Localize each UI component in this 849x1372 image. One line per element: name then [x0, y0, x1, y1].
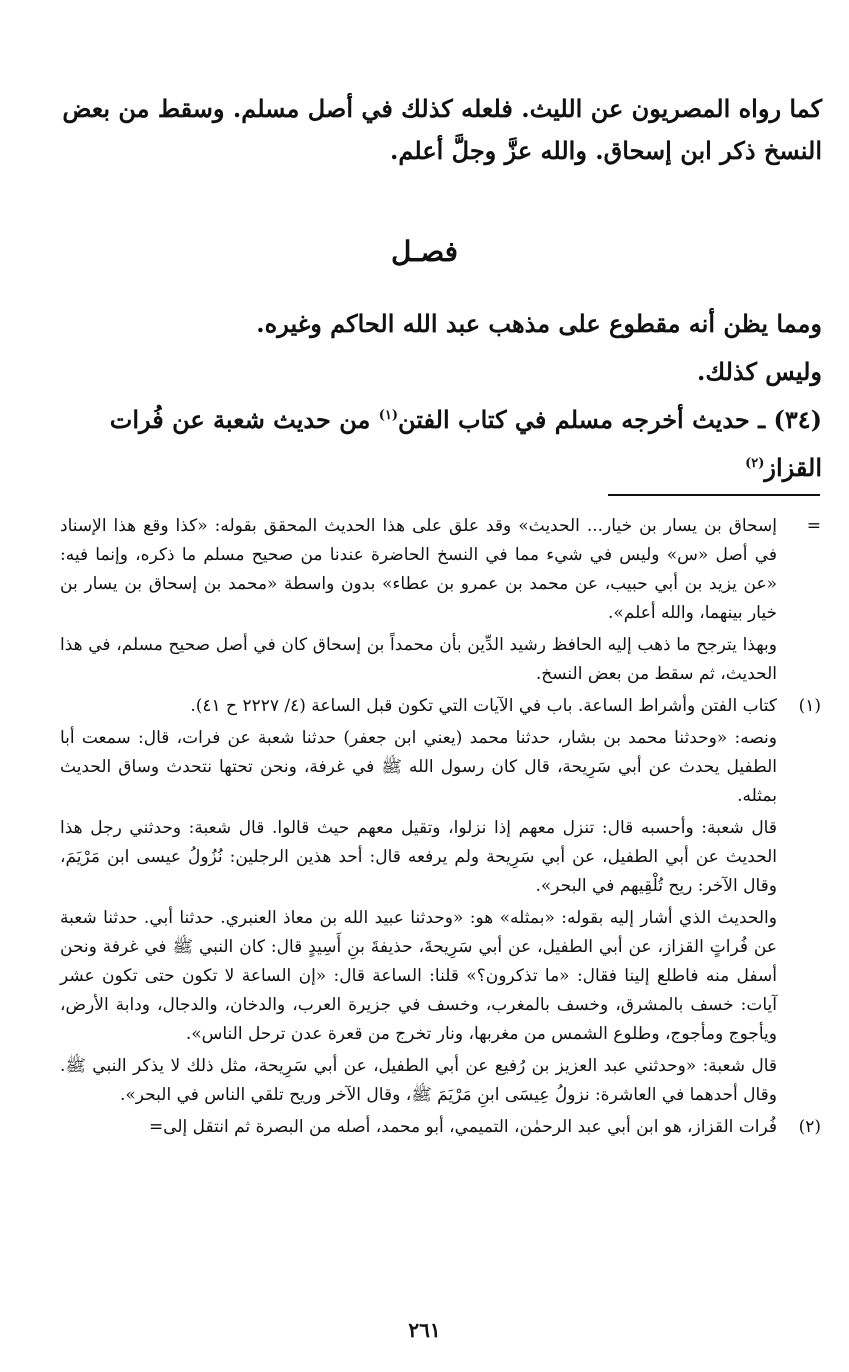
footnote-body [60, 692, 777, 1113]
main-text [62, 300, 822, 492]
footnote-1 [60, 692, 825, 1113]
hadith-heading-text: (٣٤) ـ حديث أخرجه مسلم في كتاب الفتن [397, 405, 822, 434]
footnote-paragraph: قال شعبة: «وحدثني عبد العزيز بن رُفيع عن أبي الطفيل، عن أبي سَرِيحة، مثل ذلك لا يذكر النبي ﷺ. وقال أحدهما في العاشرة: نزولُ عِيسَى ابنِ مَرْيَمَ ﷺ، وقال الآخر وريح تلقي الناس في البحر». [60, 1056, 777, 1105]
footnote-marker: (١) [798, 696, 821, 716]
footnote-reference: (٢) [745, 456, 765, 471]
intro-paragraph [62, 88, 822, 172]
footnote-paragraph: قال شعبة: وأحسبه قال: تنزل معهم إذا نزلوا، وتقيل معهم حيث قالوا. قال شعبة: وحدثني رجل هذا الحديث عن أبي الطفيل، عن أبي سَرِيحة ولم يرفعه قال: أحد هذين الرجلين: نُزُولُ عيسى ابن مَرْيَمَ، وقال الآخر: ريح تُلْقِيهم في البحر». [60, 818, 777, 896]
footnote-marker: (٢) [798, 1117, 821, 1137]
footnote-body [60, 512, 777, 692]
footnote-reference: (١) [378, 408, 398, 423]
hadith-heading-text: من حديث شعبة عن فُرات القزاز [109, 405, 822, 482]
footnote-paragraph: فُرات القزاز، هو ابن أبي عبد الرحمٰن، التميمي، أبو محمد، أصله من البصرة ثم انتقل إلى= [148, 1117, 777, 1137]
page-number: ٢٦١ [408, 1318, 441, 1342]
hadith-heading-line [62, 396, 822, 492]
footnote-paragraph: إسحاق بن يسار بن خيار... الحديث» وقد علق على هذا الحديث المحقق بقوله: «كذا وقع هذا الإسناد في أصل «س» وليس في شيء مما في النسخ الحاضرة عندنا من صحيح مسلم ما ذكره، وإنما فيه: «عن يزيد بن أبي حبيب، عن محمد بن عمرو بن عطاء» بدون واسطة «محمد بن إسحاق بن يسار بن خيار بينهما، والله أعلم». [60, 516, 777, 623]
footnote-2 [60, 1113, 825, 1145]
footnote-paragraph: وبهذا يترجح ما ذهب إليه الحافظ رشيد الدِّين بأن محمداً بن إسحاق كان في أصل صحيح مسلم، في هذا الحديث، ثم سقط من بعض النسخ. [60, 635, 777, 684]
footnote-continuation [60, 512, 825, 692]
section-heading: فصـل [390, 235, 459, 268]
footnote-separator [608, 494, 820, 496]
footnote-paragraph: ونصه: «وحدثنا محمد بن بشار، حدثنا محمد (يعني ابن جعفر) حدثنا شعبة عن فرات، قال: سمعت أبا الطفيل يحدث عن أبي سَرِيحة، قال كان رسول الله ﷺ في غرفة، ونحن تحتها نتحدث وساق الحديث بمثله. [60, 728, 777, 806]
footnotes [60, 512, 825, 1145]
footnote-paragraph: والحديث الذي أشار إليه بقوله: «بمثله» هو: «وحدثنا عبيد الله بن معاذ العنبري. حدثنا أبي. حدثنا شعبة عن فُراتٍ القزاز، عن أبي الطفيل، عن أبي سَرِيحةَ، حذيفةَ بنِ أَسِيدٍ قال: كان النبي ﷺ في غرفة ونحن أسفل منه فاطلع إلينا فقال: «ما تذكرون؟» قلنا: الساعة قال: «إن الساعة لا تكون حتى تكون عشر آيات: خسف بالمشرق، وخسف بالمغرب، وخسف في جزيرة العرب، والدخان، والدجال، ودابة الأرض، ويأجوج ومأجوج، وطلوع الشمس من مغربها، ونار تخرج من قعرة عدن ترحل الناس». [60, 908, 777, 1044]
footnote-body [60, 1113, 777, 1145]
footnote-marker: = [806, 516, 821, 536]
intro-line: كما رواه المصريون عن الليث. فلعله كذلك في أصل مسلم. وسقط من بعض [62, 94, 822, 123]
footnote-paragraph: كتاب الفتن وأشراط الساعة. باب في الآيات التي تكون قبل الساعة (٤/ ٢٢٢٧ ح ٤١). [190, 696, 777, 716]
main-line: وليس كذلك. [696, 357, 822, 386]
intro-line: النسخ ذكر ابن إسحاق. والله عزَّ وجلَّ أعلم. [390, 136, 822, 165]
main-line: ومما يظن أنه مقطوع على مذهب عبد الله الحاكم وغيره. [256, 309, 822, 338]
